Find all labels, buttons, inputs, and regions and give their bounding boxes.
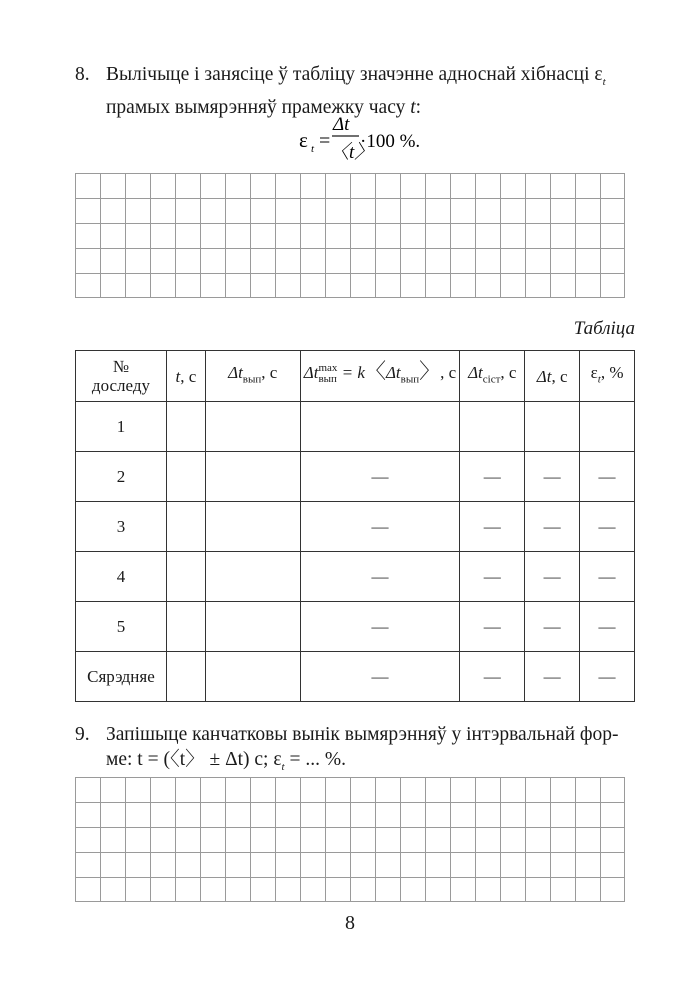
task-9-text (106, 722, 635, 780)
task-9 (75, 722, 635, 780)
table-row (76, 602, 635, 652)
task-9-line2-sub: t (281, 760, 285, 773)
dash-cell: — (525, 602, 580, 652)
formula-numerator: Δt (333, 114, 350, 135)
table-row (76, 502, 635, 552)
header-dtsys-unit: , с (500, 362, 517, 382)
dash-cell: — (460, 602, 525, 652)
header-experiment-word: доследу (91, 376, 150, 395)
header-eps-sub: t (597, 373, 601, 386)
header-dtmax-langle: 〈 (364, 359, 386, 384)
header-dtmax-sup: max (318, 362, 338, 375)
header-dtmax-sub: вып (318, 373, 337, 386)
dash-cell: — (580, 502, 635, 552)
table-cell[interactable] (205, 402, 300, 452)
header-dt-systematic (460, 351, 525, 402)
dash-cell: — (460, 652, 525, 702)
table-caption: Табліца (573, 318, 635, 339)
header-dtmax-eq: = k (337, 363, 365, 383)
dash-cell: — (580, 652, 635, 702)
relative-error-formula (299, 112, 439, 168)
row-label: 1 (76, 402, 167, 452)
dash-cell: — (460, 552, 525, 602)
header-eps-var: ε (590, 362, 598, 382)
table-cell[interactable] (166, 552, 205, 602)
header-dt-unit: , с (551, 366, 568, 386)
table-cell[interactable] (205, 552, 300, 602)
dash-cell: — (580, 552, 635, 602)
formula-eq: = (319, 130, 331, 152)
task-8-line2: прамых вымярэнняў прамежку часу (106, 96, 411, 118)
dash-cell: — (460, 502, 525, 552)
header-t (166, 351, 205, 402)
header-t-var: t (175, 366, 181, 386)
table-row-average (76, 652, 635, 702)
table-cell[interactable] (166, 452, 205, 502)
dash-cell: — (525, 502, 580, 552)
table-cell[interactable] (166, 602, 205, 652)
results-table (75, 350, 635, 702)
table-cell[interactable] (205, 652, 300, 702)
header-dt (525, 351, 580, 402)
dash-cell: — (525, 552, 580, 602)
table-cell[interactable] (205, 602, 300, 652)
dash-cell: — (300, 652, 460, 702)
page-number: 8 (345, 912, 355, 934)
dash-cell: — (300, 552, 460, 602)
row-label: 5 (76, 602, 167, 652)
header-dtsys-var: Δt (468, 362, 483, 382)
header-dt-random-var: Δt (228, 362, 243, 382)
header-dt-random-sub: вып (242, 373, 262, 386)
table-row (76, 552, 635, 602)
table-cell[interactable] (166, 652, 205, 702)
table-cell[interactable] (166, 502, 205, 552)
formula-denominator: 〈t〉 (330, 142, 374, 163)
header-t-unit: , с (180, 366, 197, 386)
table-cell[interactable] (166, 402, 205, 452)
table-cell[interactable] (460, 402, 525, 452)
table-cell[interactable] (300, 402, 460, 452)
header-dtmax-unit: , с (440, 363, 457, 383)
header-dt-random-unit: , с (261, 362, 278, 382)
header-dtsys-sub: сіст (482, 373, 501, 386)
table-cell[interactable] (525, 402, 580, 452)
formula-lhs: ε (299, 128, 308, 152)
task-8-line2-end: : (415, 96, 422, 118)
table-header-row (76, 351, 635, 402)
formula-lhs-sub: t (311, 143, 315, 155)
dash-cell: — (580, 602, 635, 652)
task-8-line1-sub: t (602, 75, 606, 88)
formula-tail: ·100 %. (360, 131, 421, 152)
table-cell[interactable] (205, 452, 300, 502)
task-9-number: 9. (75, 724, 90, 745)
task-9-line1: Запішыце канчатковы вынік вымярэнняў у інтэрвальнай фор- (106, 724, 619, 745)
task-8-number: 8. (75, 64, 90, 85)
header-no-sign: № (112, 357, 130, 376)
dash-cell: — (525, 652, 580, 702)
header-dt-random (205, 351, 300, 402)
row-label: Сярэдняе (76, 652, 167, 702)
dash-cell: — (300, 602, 460, 652)
task-9-line2-end: = ... %. (284, 749, 346, 770)
table-cell[interactable] (580, 402, 635, 452)
answer-grid-2[interactable] (75, 777, 625, 902)
dash-cell: — (300, 452, 460, 502)
header-dt-var: Δt (536, 366, 552, 386)
answer-grid-1[interactable] (75, 173, 625, 298)
header-dtmax-inner-sub: вып (400, 373, 420, 386)
dash-cell: — (300, 502, 460, 552)
row-label: 4 (76, 552, 167, 602)
header-dt-random-max (300, 351, 460, 402)
header-dtmax-inner: Δt (385, 363, 401, 383)
table-cell[interactable] (205, 502, 300, 552)
header-dtmax-var: Δt (303, 363, 319, 383)
header-eps (580, 351, 635, 402)
row-label: 2 (76, 452, 167, 502)
header-eps-unit: , % (600, 362, 624, 382)
dash-cell: — (580, 452, 635, 502)
header-experiment-no (76, 351, 167, 402)
task-9-line2: ме: t = (〈t〉 ± Δt) с; ε (106, 749, 282, 770)
dash-cell: — (525, 452, 580, 502)
table-row (76, 402, 635, 452)
table-row (76, 452, 635, 502)
header-dtmax-rangle: 〉 (419, 359, 441, 384)
row-label: 3 (76, 502, 167, 552)
dash-cell: — (460, 452, 525, 502)
task-8-line2-var: t (410, 96, 416, 118)
task-8-line1: Вылічыце і занясіце ў табліцу значэнне адноснай хібнасці ε (106, 64, 603, 85)
